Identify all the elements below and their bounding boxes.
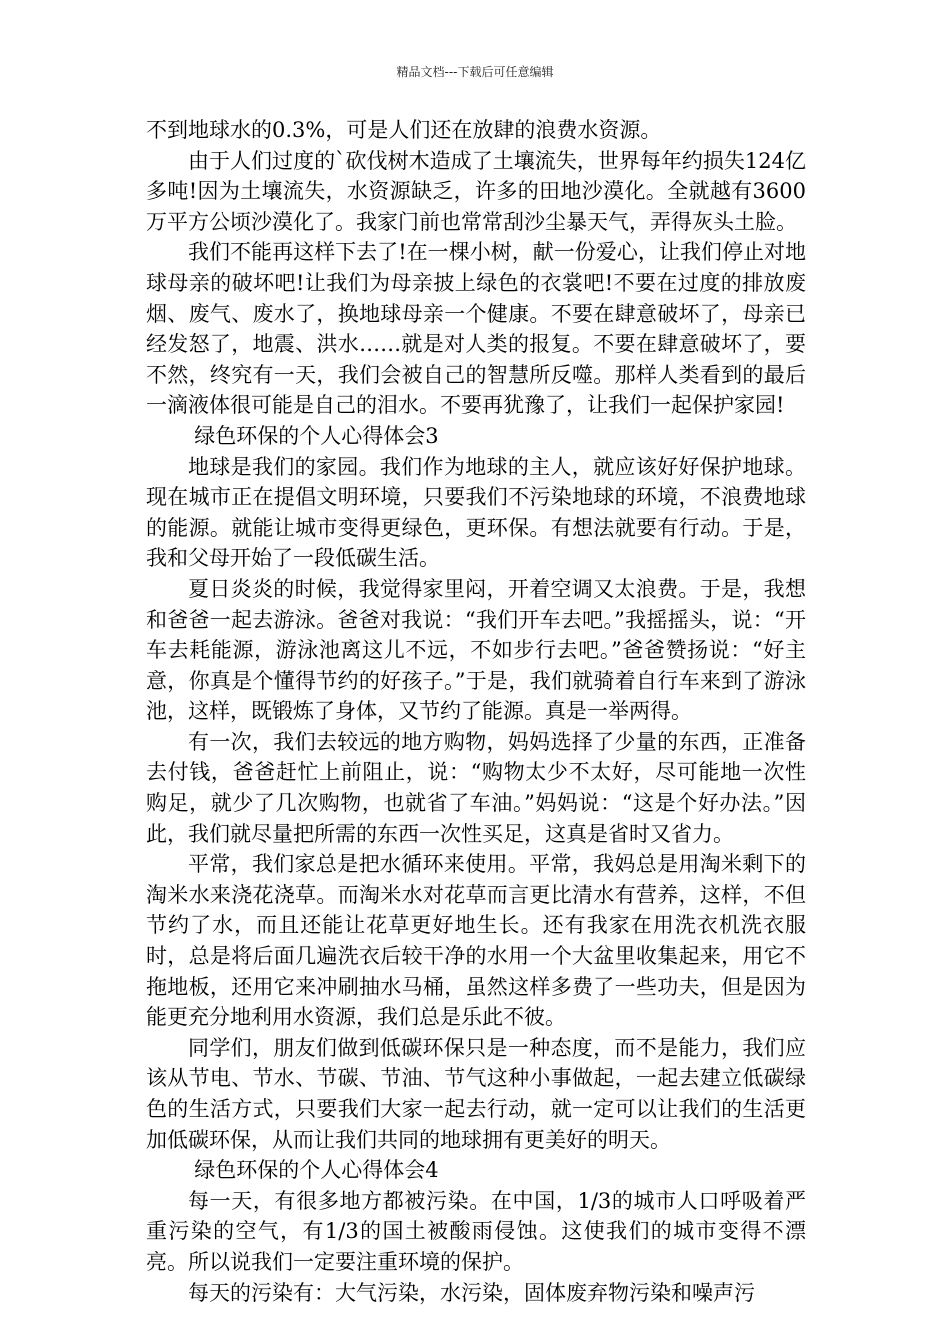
paragraph: 每一天，有很多地方都被污染。在中国，1/3的城市人口呼吸着严重污染的空气，有1/3的国土被酸雨侵蚀。这使我们的城市变得不漂亮。所以说我们一定要注重环境的保护。 — [146, 1188, 806, 1274]
page-header: 精品文档---下载后可任意编辑 — [396, 65, 554, 79]
paragraph: 平常，我们家总是把水循环来使用。平常，我妈总是用淘米剩下的淘米水来浇花浇草。而淘米水对花草而言更比清水有营养，这样，不但节约了水，而且还能让花草更好地生长。还有我家在用洗衣机洗衣服时，总是将后面几遍洗衣后较干净的水用一个大盆里收集起来，用它不拖地板，还用它来冲刷抽水马桶，虽然这样多费了一些功夫，但是因为能更充分地利用水资源，我们总是乐此不彼。 — [146, 852, 806, 1030]
paragraph: 同学们，朋友们做到低碳环保只是一种态度，而不是能力，我们应该从节电、节水、节碳、节油、节气这种小事做起，一起去建立低碳绿色的生活方式，只要我们大家一起去行动，就一定可以让我们的生活更加低碳环保，从而让我们共同的地球拥有更美好的明天。 — [146, 1035, 806, 1152]
paragraph: 夏日炎炎的时候，我觉得家里闷，开着空调又太浪费。于是，我想和爸爸一起去游泳。爸爸对我说：“我们开车去吧。”我摇摇头，说：“开车去耗能源，游泳池离这儿不远，不如步行去吧。”爸爸赞扬说：“好主意，你真是个懂得节约的好孩子。”于是，我们就骑着自行车来到了游泳池，这样，既锻炼了身体，又节约了能源。真是一举两得。 — [146, 576, 806, 724]
document-body — [146, 115, 806, 1308]
paragraph: 由于人们过度的`砍伐树木造成了土壤流失，世界每年约损失124亿多吨!因为土壤流失，水资源缺乏，许多的田地沙漠化。全就越有3600万平方公顷沙漠化了。我家门前也常常刮沙尘暴天气，弄得灰头土脸。 — [146, 148, 806, 234]
paragraph: 有一次，我们去较远的地方购物，妈妈选择了少量的东西，正准备去付钱，爸爸赶忙上前阻止，说：“购物太少不太好，尽可能地一次性购足，就少了几次购物，也就省了车油。”妈妈说：“这是个好办法。”因此，我们就尽量把所需的东西一次性买足，这真是省时又省力。 — [146, 729, 806, 846]
section-heading: 绿色环保的个人心得体会3 — [194, 423, 439, 448]
paragraph: 我们不能再这样下去了!在一棵小树，献一份爱心，让我们停止对地球母亲的破坏吧!让我们为母亲披上绿色的衣裳吧!不要在过度的排放废烟、废气、废水了，换地球母亲一个健康。不要在肆意破坏了，母亲已经发怒了，地震、洪水……就是对人类的报复。不要在肆意破坏了，要不然，终究有一天，我们会被自己的智慧所反噬。那样人类看到的最后一滴液体很可能是自己的泪水。不要再犹豫了，让我们一起保护家园! — [146, 240, 806, 418]
section-heading: 绿色环保的个人心得体会4 — [194, 1158, 439, 1183]
paragraph: 地球是我们的家园。我们作为地球的主人，就应该好好保护地球。现在城市正在提倡文明环境，只要我们不污染地球的环境，不浪费地球的能源。就能让城市变得更绿色，更环保。有想法就要有行动。于是，我和父母开始了一段低碳生活。 — [146, 454, 806, 571]
paragraph: 不到地球水的0.3%，可是人们还在放肆的浪费水资源。 — [146, 118, 662, 142]
paragraph: 每天的污染有：大气污染，水污染，固体废弃物污染和噪声污 — [188, 1280, 755, 1305]
